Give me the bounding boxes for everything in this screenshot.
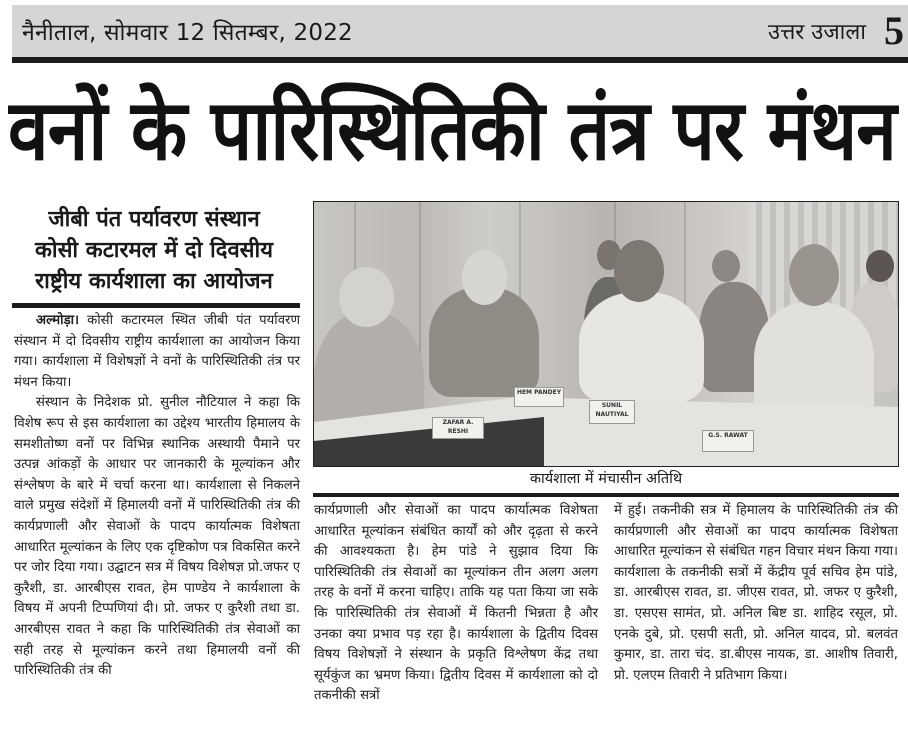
article-paragraph: संस्थान के निदेशक प्रो. सुनील नौटियाल ने कहा कि विशेष रूप से इस कार्यशाला का उद्देश्य भारतीय हिमालय के समशीतोष्ण वनों पर विभिन्न स्थानिक अस्थायी पैमाने पर उत्पन्न आंकड़ों के आधार पर जानकारी के मूल्यांकन और संश्लेषण के बारे में चर्चा करना था। कार्यशाला से निकलने वाले प्रमुख संदेशों में हिमालयी वनों में पारिस्थितिकी तंत्र की कार्यप्रणाली और सेवाओं के पादप कार्यात्मक विशेषता आधारित मूल्यांकन के लिए एक दृष्टिकोण पत्र विकसित करने पर जोर दिया गया। उद्घाटन सत्र में विषय विशेषज्ञ प्रो.जफर ए कुरैशी, डा. आरबीएस रावत, हेम पाण्डेय ने कार्यशाला के विषय में अपनी टिप्पणियां दी। प्रो. जफर ए कुरैशी तथा डा. आरबीएस रावत ने कहा कि पारिस्थितिकी तंत्र सेवाओं का सही तरह से मूल्यांकन करने तथा हिमालयी वनों की पारिस्थितिकी तंत्र की (14, 395, 300, 679)
article-column-1 (14, 311, 300, 682)
article-headline (8, 70, 900, 190)
headline-text: वनों के पारिस्थितिकी तंत्र पर मंथन (8, 81, 896, 179)
nameplate-text: SUNIL NAUTIYAL (595, 402, 629, 418)
nameplate-text: HEM PANDEY (516, 389, 562, 396)
newspaper-name: उत्तर उजाला (768, 20, 866, 45)
wall-panel-line (419, 202, 421, 360)
paragraph-text: कोसी कटारमल स्थित जीबी पंत पर्यावरण संस्थान में दो दिवसीय राष्ट्रीय कार्यशाला का आयोजन किया गया। कार्यशाला में विशेषज्ञों ने वनों के पारिस्थितिकी तंत्र पर मंथन किया। (14, 313, 300, 390)
article-column-3 (614, 501, 898, 686)
nameplate (702, 430, 754, 452)
event-photo (313, 201, 899, 467)
article-paragraph (14, 311, 300, 393)
panelist-figure (579, 292, 704, 402)
panelist-head (339, 267, 394, 327)
dateline-place: अल्मोड़ा। (36, 313, 80, 328)
masthead-rule (12, 57, 908, 63)
attendee-head (712, 250, 740, 282)
nameplate-text: G.S. RAWAT (708, 432, 748, 439)
panelist-head (789, 244, 839, 306)
article-subheadline (8, 204, 300, 297)
panelist-head (614, 240, 664, 302)
nameplate (514, 387, 564, 407)
attendee-head (866, 250, 894, 282)
page-number: 5 (884, 8, 904, 53)
issue-dateline: नैनीताल, सोमवार 12 सितम्बर, 2022 (22, 20, 353, 46)
article-paragraph: में हुई। तकनीकी सत्र में हिमालय के पारिस्थितिकी तंत्र की कार्यप्रणाली और सेवाओं का पादप कार्यात्मक विशेषता आधारित मूल्यांकन से संबंधित गहन विचार मंथन किया गया। कार्यशाला के तकनीकी सत्रों में केंद्रीय पूर्व सचिव हेम पांडे, डा. आरबीएस रावत, डा. जीएस रावत, प्रो. जफर ए कुरैशी, डा. एसएस सामंत, प्रो. अनिल बिष्ट डा. शाहिद रसूल, प्रो. एनके दुबे, प्रो. एसपी सती, प्रो. अनिल यादव, प्रो. बलवंत कुमार, डा. तारा चंद. डा.बीएस नायक, डा. आशीष तिवारी, प्रो. एलएम तिवारी ने प्रतिभाग किया। (614, 503, 898, 683)
photo-caption: कार्यशाला में मंचासीन अतिथि (529, 471, 683, 487)
subheadline-line: जीबी पंत पर्यावरण संस्थान (48, 207, 260, 232)
article-column-2 (314, 501, 598, 707)
caption-rule (313, 493, 899, 497)
subheadline-line: राष्ट्रीय कार्यशाला का आयोजन (35, 269, 273, 294)
masthead (12, 5, 908, 57)
panelist-head (462, 250, 507, 305)
nameplate (432, 417, 484, 439)
subheadline-line: कोसी कटारमल में दो दिवसीय (34, 238, 274, 263)
subheadline-rule (12, 303, 300, 308)
nameplate (589, 400, 635, 424)
article-paragraph: कार्यप्रणाली और सेवाओं का पादप कार्यात्मक विशेषता आधारित मूल्यांकन संबंधित कार्यों को और दृढ़ता से करने की आवश्यकता है। हेम पांडे ने सुझाव दिया कि पारिस्थितिकी तंत्र सेवाओं का मूल्यांकन तीन अलग अलग तरह के वनों में करना चाहिए। ताकि यह पता किया जा सके कि पारिस्थितिकी तंत्र सेवाओं में कितनी भिन्नता है और उनका क्या प्रभाव पड़ रहा है। कार्यशाला के द्वितीय दिवस विषय विशेषज्ञों ने संस्थान के प्रकृति विश्लेषण केंद्र तथा सूर्यकुंज का भ्रमण किया। द्वितीय दिवस में कार्यशाला को दो तकनीकी सत्रों (314, 503, 598, 704)
nameplate-text: ZAFAR A. RESHI (442, 419, 474, 435)
